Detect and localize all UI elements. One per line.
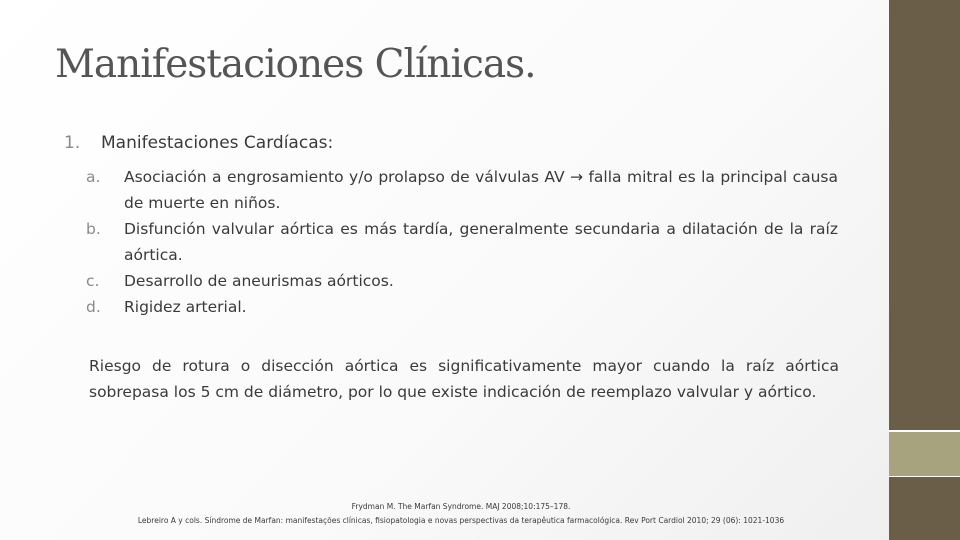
list-item	[82, 216, 838, 268]
section-heading-text: Manifestaciones Cardíacas:	[101, 133, 334, 153]
decorative-sidebar	[889, 0, 960, 540]
list-item-text: Rigidez arterial.	[124, 298, 247, 316]
reference-line: Frydman M. The Marfan Syndrome. MAJ 2008;10:175–178.	[351, 502, 571, 511]
sidebar-dark-block-top	[889, 0, 960, 432]
list-item	[82, 294, 838, 320]
list-item-text: Disfunción valvular aórtica es más tardía, generalmente secundaria a dilatación de la raíz aórtica.	[124, 220, 838, 264]
risk-paragraph: Riesgo de rotura o disección aórtica es significativamente mayor cuando la raíz aórtica sobrepasa los 5 cm de diámetro, por lo que existe indicación de reemplazo valvular y aórtico.	[89, 357, 839, 401]
list-item-text: Asociación a engrosamiento y/o prolapso de válvulas AV → falla mitral es la principal causa de muerte en niños.	[124, 168, 838, 212]
references	[100, 500, 822, 528]
list-marker: a.	[86, 168, 101, 186]
section-number: 1.	[64, 133, 81, 153]
reference-line: Lebreiro A y cols. Síndrome de Marfan: manifestações clínicas, fisiopatologia e novas perspectivas da terapêutica farmacológica. Rev Port Cardiol 2010; 29 (06): 1021-1036	[137, 516, 785, 525]
list-marker: d.	[86, 298, 101, 316]
list-marker: b.	[86, 220, 101, 238]
list-marker: c.	[86, 272, 100, 290]
symptom-list	[82, 164, 838, 320]
section-heading	[64, 133, 333, 153]
list-item	[82, 164, 838, 216]
sidebar-dark-block-bottom	[889, 477, 960, 540]
sidebar-accent-block	[889, 432, 960, 477]
list-item	[82, 268, 838, 294]
list-item-text: Desarrollo de aneurismas aórticos.	[124, 272, 394, 290]
slide-title: Manifestaciones Clínicas.	[55, 42, 536, 87]
